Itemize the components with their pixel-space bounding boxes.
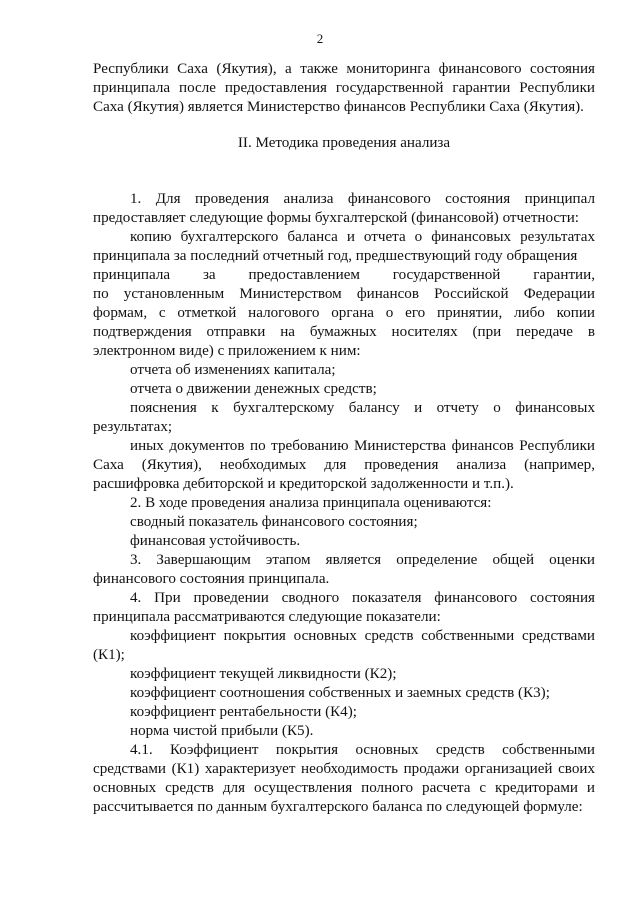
paragraph: коэффициент покрытия основных средств собственными средствами (К1); xyxy=(93,628,595,663)
paragraph: коэффициент рентабельности (К4); xyxy=(130,704,357,720)
paragraph: сводный показатель финансового состояния; xyxy=(130,514,418,530)
paragraph: коэффициент соотношения собственных и заемных средств (К3); xyxy=(130,685,550,701)
page-number: 2 xyxy=(316,31,324,46)
paragraph: копию бухгалтерского баланса и отчета о финансовых результатах принципала за последний отчетный год, предшествующий году обращения xyxy=(93,229,595,264)
section-spacer xyxy=(93,172,595,190)
paragraph: отчета о движении денежных средств; xyxy=(130,381,377,397)
paragraph: отчета об изменениях капитала; xyxy=(130,362,336,378)
paragraph: 1. Для проведения анализа финансового состояния принципал предоставляет следующие формы бухгалтерской (финансовой) отчетности: xyxy=(93,191,595,226)
section-title: II. Методика проведения анализа xyxy=(237,135,451,151)
paragraph: пояснения к бухгалтерскому балансу и отчету о финансовых результатах; xyxy=(93,400,595,435)
paragraph: 3. Завершающим этапом является определение общей оценки финансового состояния принципала. xyxy=(93,552,595,587)
paragraph: 4. При проведении сводного показателя финансового состояния принципала рассматриваются следующие показатели: xyxy=(93,590,595,625)
paragraph: коэффициент текущей ликвидности (К2); xyxy=(130,666,397,682)
paragraph: 4.1. Коэффициент покрытия основных средств собственными средствами (К1) характеризует необходимость продажи организацией своих основных средств для осуществления полного расчета с кредиторами и рассчитывается по данным бухгалтерского баланса по следующей формуле: xyxy=(93,742,595,815)
paragraph: 2. В ходе проведения анализа принципала оцениваются: xyxy=(130,495,492,511)
paragraph: финансовая устойчивость. xyxy=(130,533,301,549)
paragraph: норма чистой прибыли (К5). xyxy=(130,723,314,739)
paragraph: по установленным Министерством финансов Российской Федерации формам, с отметкой налогового органа о его принятии, либо копии подтверждения отправки на бумажных носителях (при передаче в электронном виде) с приложением к ним: xyxy=(93,286,595,359)
document-body xyxy=(93,60,595,817)
paragraph: иных документов по требованию Министерства финансов Республики Саха (Якутия), необходимых для проведения анализа (например, расшифровка дебиторской и кредиторской задолженности и т.п.). xyxy=(93,438,595,492)
intro-paragraph: Республики Саха (Якутия), а также мониторинга финансового состояния принципала после предоставления государственной гарантии Республики Саха (Якутия) является Министерство финансов Республики Саха (Якутия). xyxy=(93,61,595,115)
paragraph: принципала за предоставлением государственной гарантии, xyxy=(93,267,595,283)
paragraph-list xyxy=(93,190,595,817)
